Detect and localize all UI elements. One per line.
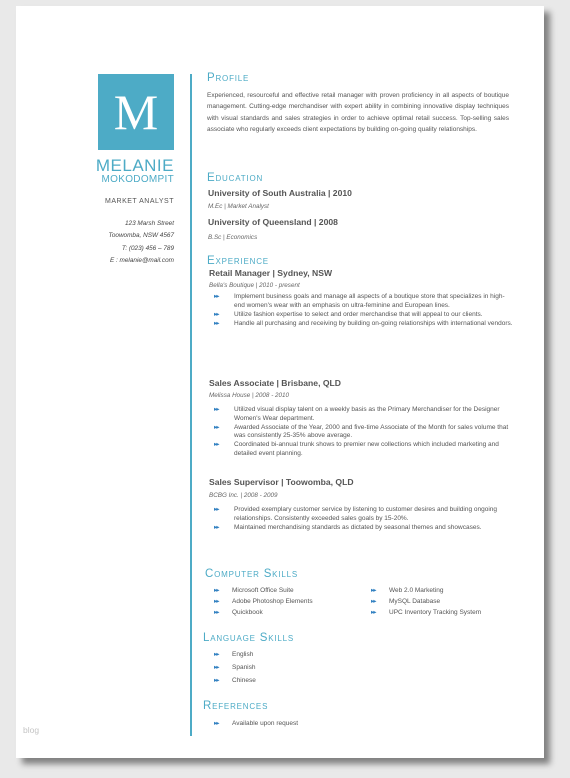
list-item: ▸▸ MySQL Database: [371, 596, 481, 607]
list-item: ▸▸ Handle all purchasing and receiving by building on-going relationships with international vendors.: [214, 319, 513, 327]
language-skills-heading: Language Skills: [203, 632, 295, 644]
list-item: ▸▸ Web 2.0 Marketing: [371, 585, 481, 596]
job-bullets: [214, 293, 514, 329]
references-heading: References: [203, 700, 269, 712]
list-item: ▸▸ Implement business goals and manage all aspects of a boutique store that specializes in high-end women's wear with an emphasis on ultra-feminine and European lines.: [214, 293, 505, 309]
job-title: MARKET ANALYST: [105, 198, 174, 205]
profile-text: Experienced, resourceful and effective retail manager with proven proficiency in all aspects of boutique management. Cutting-edge merchandiser with expert ability in combining innovative display techniques with visual standards and sales strategies in order to achieve optimal retail success. Top-selling sales associate who regularly exceeds client expectations by building on-going quality relationships.: [207, 92, 509, 133]
list-item: ▸▸ English: [214, 649, 256, 662]
double-chevron-right-icon: ▸▸: [214, 319, 219, 327]
job-title: Retail Manager | Sydney, NSW: [209, 268, 333, 278]
job-title: Sales Supervisor | Toowomba, QLD: [209, 477, 354, 487]
watermark: blog: [23, 725, 40, 735]
education-heading: Education: [207, 172, 264, 184]
double-chevron-right-icon: ▸▸: [214, 720, 219, 727]
job-company: Melissa House | 2008 - 2010: [209, 392, 290, 399]
computer-skills-left: [214, 585, 313, 619]
job-company: BCBG Inc. | 2008 - 2009: [209, 492, 278, 499]
double-chevron-right-icon: ▸▸: [214, 293, 219, 300]
double-chevron-right-icon: ▸▸: [214, 506, 219, 513]
list-item: ▸▸ Awarded Associate of the Year, 2000 and five-time Associate of the Month for sales volume that was consistently 25-35% above average.: [214, 423, 509, 440]
double-chevron-right-icon: ▸▸: [371, 609, 376, 617]
list-item: ▸▸ Provided exemplary customer service by listening to customer desires and building ongoing relationships. Consistently exceeded sales goals by 15-20%.: [214, 506, 498, 522]
last-name: MOKODOMPIT: [101, 174, 174, 185]
list-item: ▸▸ Coordinated bi-annual trunk shows to premier new collections which included marketing and detailed event planning.: [214, 441, 499, 457]
double-chevron-right-icon: ▸▸: [214, 423, 219, 431]
double-chevron-right-icon: ▸▸: [214, 587, 219, 594]
profile-heading: Profile: [207, 72, 250, 84]
education-degree: M.Ec | Market Analyst: [208, 203, 269, 210]
list-item: ▸▸ Chinese: [214, 675, 256, 688]
double-chevron-right-icon: ▸▸: [371, 587, 376, 594]
double-chevron-right-icon: ▸▸: [214, 676, 219, 684]
double-chevron-right-icon: ▸▸: [214, 598, 219, 606]
job-bullets: [214, 406, 514, 459]
email: E : melanie@mail.com: [109, 257, 174, 265]
references-list: [214, 718, 298, 729]
list-item: ▸▸ Quickbook: [214, 607, 313, 618]
job-title: Sales Associate | Brisbane, QLD: [209, 378, 341, 388]
monogram-block: [98, 74, 174, 150]
double-chevron-right-icon: ▸▸: [214, 609, 219, 617]
computer-skills-right: [371, 585, 481, 619]
list-item: ▸▸ Adobe Photoshop Elements: [214, 596, 313, 607]
list-item: ▸▸ UPC Inventory Tracking System: [371, 607, 481, 618]
experience-heading: Experience: [207, 255, 269, 267]
double-chevron-right-icon: ▸▸: [214, 663, 219, 671]
phone: T: (023) 456 – 789: [121, 244, 174, 252]
address-line-2: Toowomba, NSW 4567: [108, 232, 174, 240]
double-chevron-right-icon: ▸▸: [214, 406, 219, 413]
double-chevron-right-icon: ▸▸: [371, 598, 376, 606]
list-item: ▸▸ Utilize fashion expertise to select and order merchandise that will appeal to our clients.: [214, 310, 483, 318]
double-chevron-right-icon: ▸▸: [214, 310, 219, 318]
resume-page: [16, 6, 544, 758]
double-chevron-right-icon: ▸▸: [214, 651, 219, 658]
education-degree: B.Sc | Economics: [208, 234, 258, 241]
list-item: ▸▸ Microsoft Office Suite: [214, 585, 313, 596]
language-list: [214, 649, 256, 687]
list-item: ▸▸ Available upon request: [214, 718, 298, 729]
job-company: Bella's Boutique | 2010 - present: [209, 282, 300, 289]
divider-line: [190, 74, 192, 736]
double-chevron-right-icon: ▸▸: [214, 523, 219, 531]
double-chevron-right-icon: ▸▸: [214, 441, 219, 449]
list-item: ▸▸ Maintained merchandising standards as dictated by seasonal themes and showcases.: [214, 523, 482, 531]
list-item: ▸▸ Spanish: [214, 662, 256, 675]
monogram-letter: M: [113, 84, 159, 140]
first-name: MELANIE: [95, 156, 174, 175]
address-line-1: 123 Marsh Street: [124, 220, 174, 227]
contact-block: [36, 218, 174, 268]
computer-skills-heading: Computer Skills: [205, 568, 298, 580]
education-school: University of South Australia | 2010: [208, 188, 352, 198]
job-bullets: [214, 506, 514, 533]
list-item: ▸▸ Utilized visual display talent on a weekly basis as the Primary Merchandiser for the Designer Women's Wear department.: [214, 406, 500, 422]
education-school: University of Queensland | 2008: [208, 217, 338, 227]
